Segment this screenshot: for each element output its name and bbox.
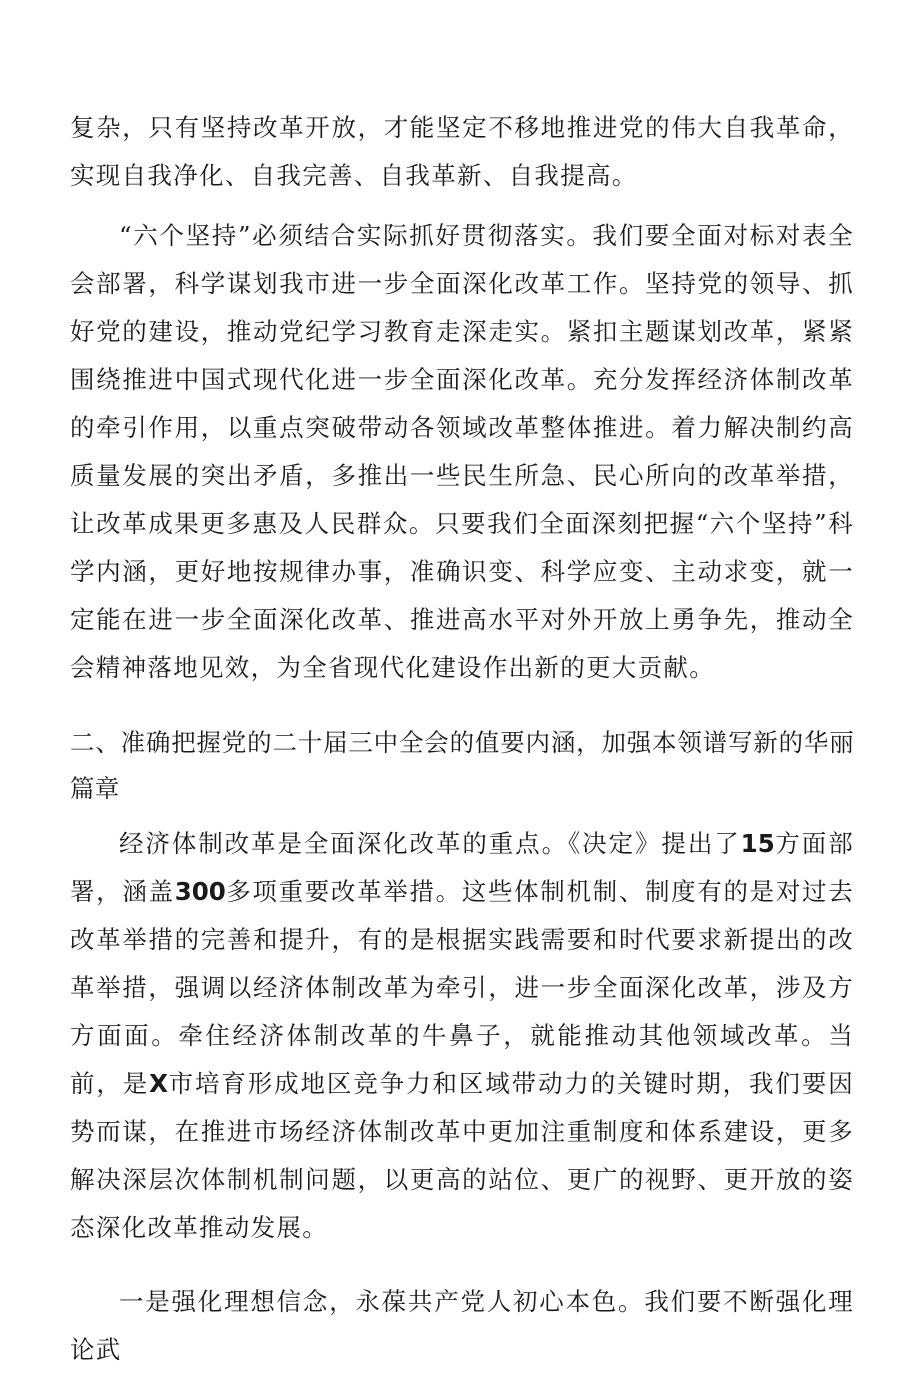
paragraph-ideals: 一是强化理想信念，永葆共产党人初心本色。我们要不断强化理论武 bbox=[70, 1287, 854, 1364]
paragraph-text: 市培育形成地区竞争力和区域带动力的关键时期，我们要因势而谋，在推进市场经济体制改革中更加注重制度和体系建设，更多解决深层次体制机制问题，以更高的站位、更广的视野、更开放的姿态深化改革推动发展。 bbox=[70, 1069, 855, 1242]
paragraph-continuation: 复杂，只有坚持改革开放，才能坚定不移地推进党的伟大自我革命，实现自我净化、自我完善、自我革新、自我提高。 bbox=[70, 113, 854, 190]
paragraph-text: 方面部署，涵盖 bbox=[70, 829, 855, 906]
city-placeholder-x: X bbox=[149, 1069, 169, 1098]
number-300: 300 bbox=[174, 877, 226, 906]
number-15: 15 bbox=[740, 829, 775, 858]
paragraph-six-persistences: “六个坚持”必须结合实际抓好贯彻落实。我们要全面对标对表全会部署，科学谋划我市进一步全面深化改革工作。坚持党的领导、抓好党的建设，推动党纪学习教育走深走实。紧扣主题谋划改革，紧紧围绕推进中国式现代化进一步全面深化改革。充分发挥经济体制改革的牵引作用，以重点突破带动各领域改革整体推进。着力解决制约高质量发展的突出矛盾，多推出一些民生所急、民心所向的改革举措，让改革成果更多惠及人民群众。只要我们全面深刻把握“六个坚持”科学内涵，更好地按规律办事，准确识变、科学应变、主动求变，就一定能在进一步全面深化改革、推进高水平对外开放上勇争先，推动全会精神落地见效，为全省现代化建设作出新的更大贡献。 bbox=[70, 221, 854, 682]
document-page bbox=[70, 104, 854, 1374]
paragraph-text: 经济体制改革是全面深化改革的重点。《决定》提出了 bbox=[119, 829, 741, 858]
section-heading-2: 二、准确把握党的二十届三中全会的值要内涵，加强本领谱写新的华丽篇章 bbox=[70, 728, 854, 803]
paragraph-text: 多项重要改革举措。这些体制机制、制度有的是对过去改革举措的完善和提升，有的是根据实践需要和时代要求新提出的改革举措，强调以经济体制改革为牵引，进一步全面深化改革，涉及方方面面。牵住经济体制改革的牛鼻子，就能推动其他领域改革。当前，是 bbox=[70, 877, 855, 1098]
paragraph-economic-reform bbox=[70, 820, 854, 1252]
